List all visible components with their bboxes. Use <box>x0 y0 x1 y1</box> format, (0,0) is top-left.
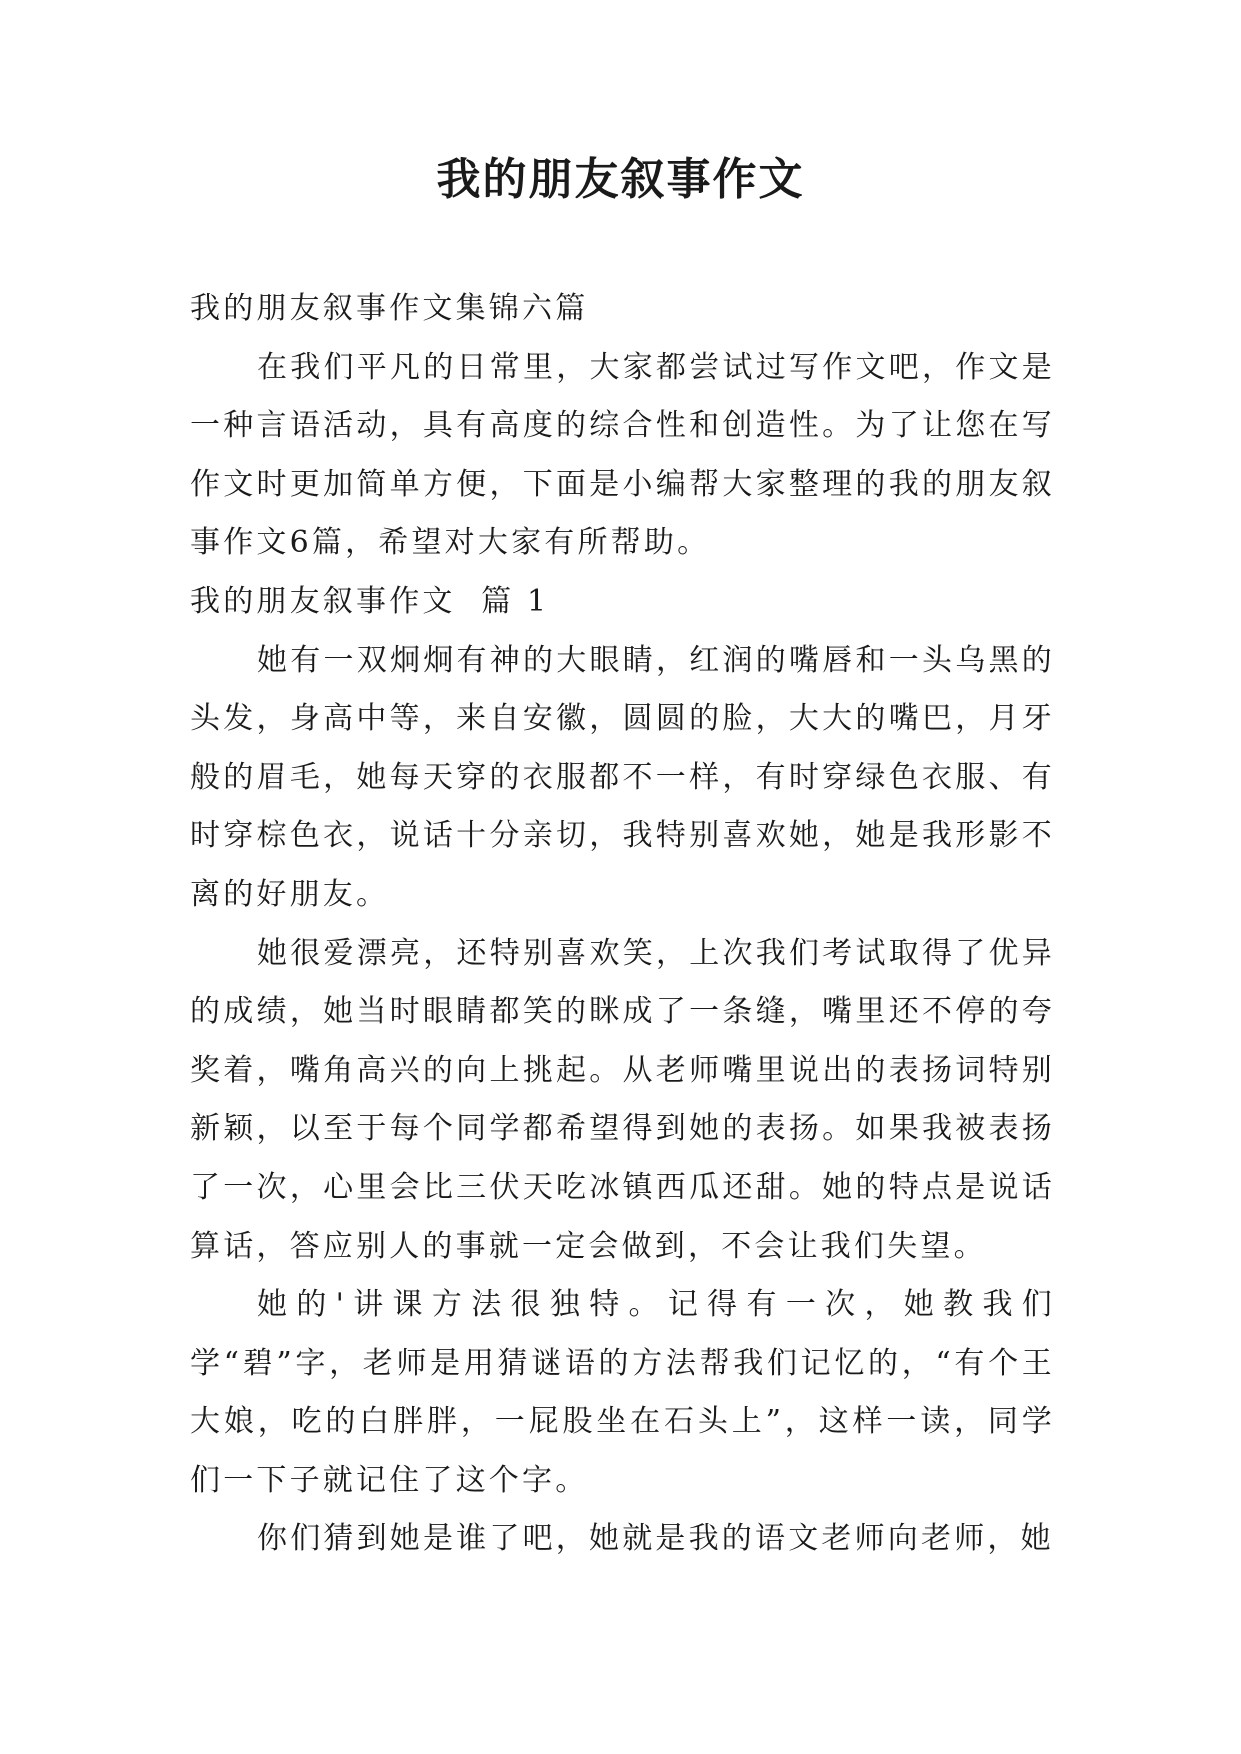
intro-paragraph: 在我们平凡的日常里，大家都尝试过写作文吧，作文是一种言语活动，具有高度的综合性和创造性。为了让您在写作文时更加简单方便，下面是小编帮大家整理的我的朋友叙事作文6篇，希望对大家有所帮助。 <box>190 349 1055 561</box>
document-body <box>190 280 1055 1569</box>
body-paragraph: 她有一双炯炯有神的大眼睛，红润的嘴唇和一头乌黑的头发，身高中等，来自安徽，圆圆的脸，大大的嘴巴，月牙般的眉毛，她每天穿的衣服都不一样，有时穿绿色衣服、有时穿棕色衣，说话十分亲切，我特别喜欢她，她是我形影不离的好朋友。 <box>190 642 1055 912</box>
collection-subtitle: 我的朋友叙事作文集锦六篇 <box>190 291 589 326</box>
section-heading: 我的朋友叙事作文 篇 1 <box>190 583 550 619</box>
document-title: 我的朋友叙事作文 <box>436 154 805 205</box>
body-paragraph: 她很爱漂亮，还特别喜欢笑，上次我们考试取得了优异的成绩，她当时眼睛都笑的眯成了一条缝，嘴里还不停的夸奖着，嘴角高兴的向上挑起。从老师嘴里说出的表扬词特别新颖，以至于每个同学都希望得到她的表扬。如果我被表扬了一次，心里会比三伏天吃冰镇西瓜还甜。她的特点是说话算话，答应别人的事就一定会做到，不会让我们失望。 <box>190 935 1055 1264</box>
body-paragraph: 你们猜到她是谁了吧，她就是我的语文老师向老师，她 <box>257 1521 1054 1557</box>
body-paragraph: 她的'讲课方法很独特。记得有一次，她教我们学“碧”字，老师是用猜谜语的方法帮我们记忆的，“有个王大娘，吃的白胖胖，一屁股坐在石头上”，这样一读，同学们一下子就记住了这个字。 <box>190 1287 1055 1498</box>
